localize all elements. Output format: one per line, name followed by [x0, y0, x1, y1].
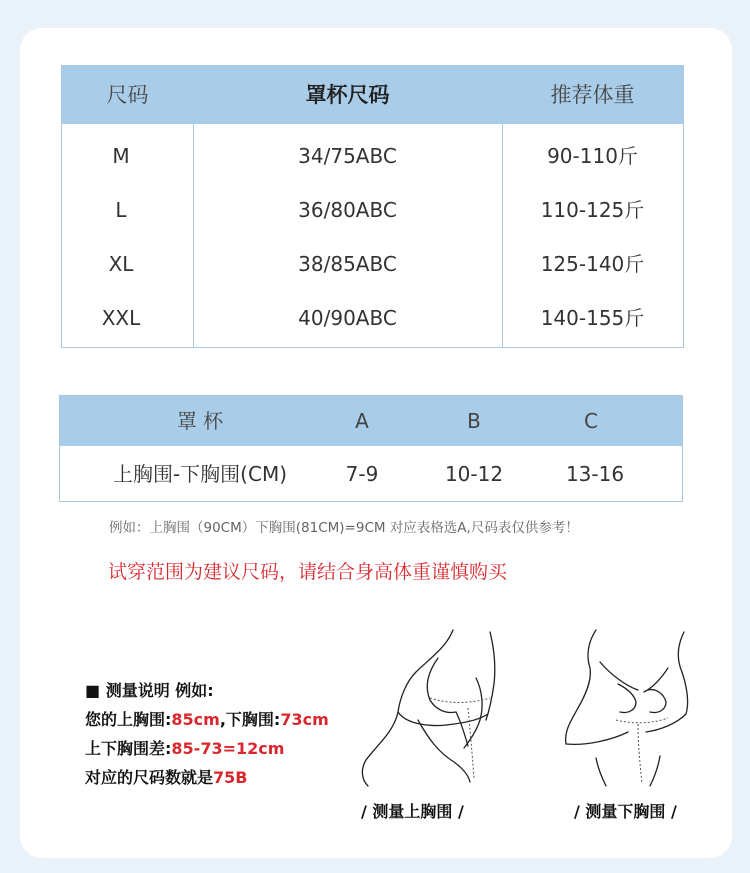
header-cup: 罩 杯: [176, 409, 224, 433]
measurement-title: ■ 测量说明 例如:: [85, 681, 214, 700]
header-size: 尺码: [106, 83, 149, 107]
lower-bust-illustration: [556, 628, 706, 788]
size-cell: XXL: [101, 306, 141, 330]
cup-table-header: [60, 396, 682, 446]
weight-cell: 90-110斤: [547, 144, 638, 168]
weight-cell: 125-140斤: [540, 252, 645, 276]
upper-bust-value: 85cm: [171, 710, 220, 729]
header-cup-b: B: [467, 409, 481, 433]
measurement-line: [85, 763, 329, 792]
difference-value: 85-73=12cm: [171, 739, 285, 758]
lower-bust-label: ,下胸围:: [219, 710, 281, 729]
measurement-line: [85, 734, 329, 763]
upper-bust-caption: / 测量上胸围 /: [361, 802, 464, 821]
diff-label: 上胸围-下胸围(CM): [112, 462, 288, 486]
header-cup-c: C: [584, 409, 598, 433]
size-cell: XL: [108, 252, 134, 276]
cup-cell: 38/85ABC: [298, 252, 397, 276]
cup-cell: 34/75ABC: [298, 144, 397, 168]
upper-bust-label: 您的上胸围:: [85, 710, 172, 729]
cup-table: [59, 395, 683, 502]
weight-cell: 140-155斤: [540, 306, 645, 330]
warning-text: 试穿范围为建议尺码，请结合身高体重谨慎购买: [108, 561, 508, 583]
header-weight: 推荐体重: [550, 83, 635, 107]
header-cup-size: 罩杯尺码: [305, 83, 390, 107]
header-cup-a: A: [355, 409, 369, 433]
size-table-header: [62, 66, 683, 124]
example-note: 例如：上胸围（90CM）下胸围(81CM)=9CM 对应表格选A,尺码表仅供参考！: [109, 520, 579, 536]
cup-c-range: 13-16: [565, 462, 625, 486]
lower-bust-caption: / 测量下胸围 /: [574, 802, 677, 821]
cup-b-range: 10-12: [444, 462, 504, 486]
size-cell: L: [115, 198, 127, 222]
result-label: 对应的尺码数就是: [85, 768, 214, 787]
size-cell: M: [112, 144, 130, 168]
cup-cell: 40/90ABC: [298, 306, 397, 330]
cup-a-range: 7-9: [345, 462, 379, 486]
difference-label: 上下胸围差:: [85, 739, 172, 758]
table-bottom-line: [62, 347, 502, 348]
size-table: [61, 65, 684, 348]
measurement-line: [85, 705, 329, 734]
weight-cell: 110-125斤: [540, 198, 645, 222]
measurement-instructions: [85, 676, 329, 792]
lower-bust-value: 73cm: [280, 710, 329, 729]
cup-cell: 36/80ABC: [298, 198, 397, 222]
result-value: 75B: [213, 768, 248, 787]
upper-bust-illustration: [358, 628, 508, 788]
